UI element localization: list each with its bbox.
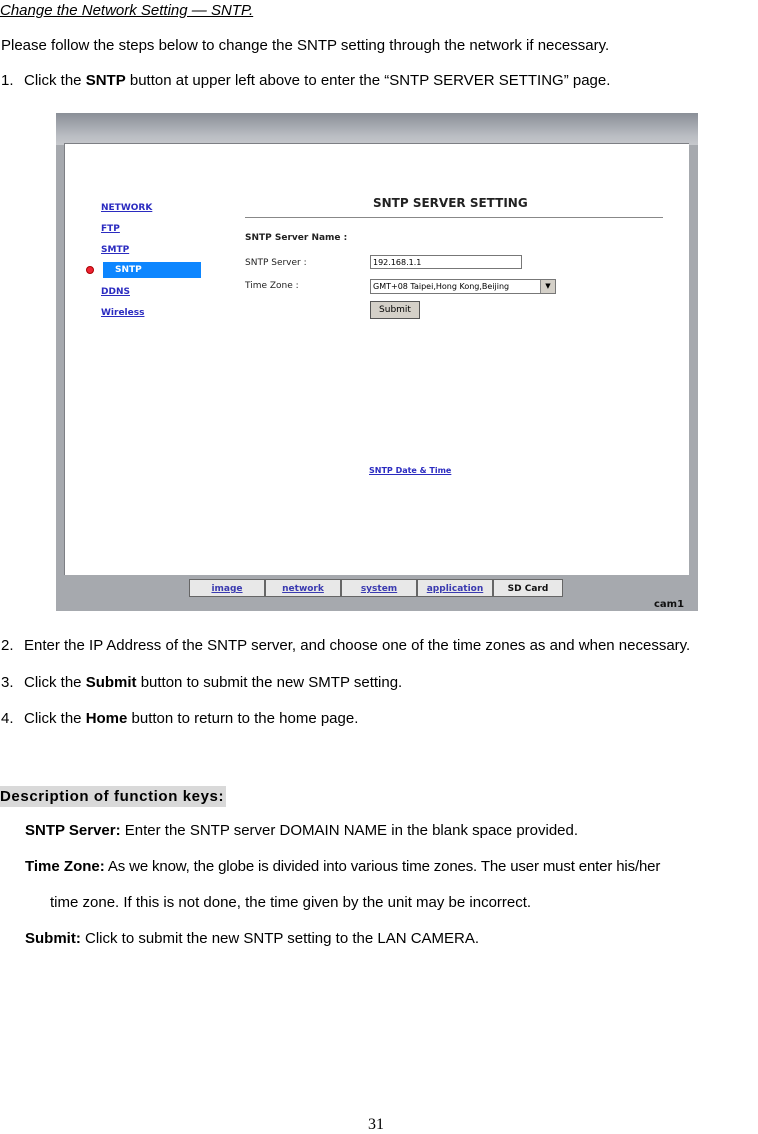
step-number: 3.	[1, 674, 14, 691]
panel-title: SNTP SERVER SETTING	[373, 196, 528, 210]
key-submit	[25, 930, 479, 947]
key-term: SNTP Server:	[25, 822, 121, 839]
section-heading: Change the Network Setting — SNTP.	[0, 2, 254, 19]
intro-paragraph: Please follow the steps below to change the SNTP setting through the network if necessary.	[1, 37, 610, 54]
tab-application[interactable]: application	[417, 579, 493, 597]
sntp-settings-screenshot	[56, 113, 698, 611]
step-text: Enter the IP Address of the SNTP server, and choose one of the time zones as and when necessary.	[24, 637, 691, 654]
time-zone-selected: GMT+08 Taipei,Hong Kong,Beijing	[373, 282, 510, 291]
sidebar-item-ddns[interactable]: DDNS	[101, 287, 130, 297]
time-zone-select[interactable]	[370, 279, 556, 294]
sntp-server-input[interactable]: 192.168.1.1	[370, 255, 522, 269]
function-keys-heading: Description of function keys:	[0, 788, 225, 805]
step-3	[1, 674, 402, 691]
step-number: 1.	[1, 72, 14, 89]
sidebar-item-smtp[interactable]: SMTP	[101, 245, 130, 255]
step-text: button to submit the new SMTP setting.	[136, 674, 403, 691]
sidebar-item-ftp[interactable]: FTP	[101, 224, 120, 234]
step-2	[1, 637, 690, 654]
step-keyword: Submit	[85, 674, 137, 691]
key-time-zone	[25, 858, 660, 875]
sntp-date-time-link[interactable]: SNTP Date & Time	[369, 466, 452, 475]
chevron-down-icon[interactable]: ▼	[540, 280, 555, 293]
selected-indicator-icon	[86, 266, 94, 274]
page-number: 31	[368, 1116, 384, 1133]
key-term: Submit:	[25, 930, 81, 947]
key-description: Enter the SNTP server DOMAIN NAME in the blank space provided.	[120, 822, 579, 839]
server-name-label: SNTP Server Name :	[245, 233, 348, 243]
step-text: button to return to the home page.	[127, 710, 359, 727]
step-number: 4.	[1, 710, 14, 727]
divider	[245, 217, 663, 218]
key-description: Click to submit the new SNTP setting to the LAN CAMERA.	[80, 930, 480, 947]
tab-image[interactable]: image	[189, 579, 265, 597]
key-sntp-server	[25, 822, 578, 839]
time-zone-label: Time Zone :	[245, 281, 299, 291]
submit-button[interactable]: Submit	[370, 301, 420, 319]
sidebar-item-sntp[interactable]: SNTP	[103, 262, 201, 278]
tab-sd-card[interactable]: SD Card	[493, 579, 563, 597]
key-description: As we know, the globe is divided into various time zones. The user must enter his/her	[104, 858, 661, 875]
step-number: 2.	[1, 637, 14, 654]
settings-panel	[64, 143, 689, 588]
step-4	[1, 710, 358, 727]
sntp-server-label: SNTP Server :	[245, 258, 307, 268]
step-1	[1, 72, 610, 89]
step-text: Click the	[24, 674, 86, 691]
tab-system[interactable]: system	[341, 579, 417, 597]
step-text: Click the	[24, 72, 86, 89]
step-text: button at upper left above to enter the “SNTP SERVER SETTING” page.	[125, 72, 611, 89]
tab-network[interactable]: network	[265, 579, 341, 597]
sidebar-item-wireless[interactable]: Wireless	[101, 308, 145, 318]
step-text: Click the	[24, 710, 86, 727]
sidebar-item-network[interactable]: NETWORK	[101, 203, 153, 213]
step-keyword: Home	[85, 710, 128, 727]
key-time-zone-continued: time zone. If this is not done, the time given by the unit may be incorrect.	[50, 894, 532, 911]
key-term: Time Zone:	[25, 858, 105, 875]
camera-name: cam1	[654, 599, 685, 610]
step-keyword: SNTP	[85, 72, 126, 89]
browser-top-bar	[56, 113, 698, 145]
